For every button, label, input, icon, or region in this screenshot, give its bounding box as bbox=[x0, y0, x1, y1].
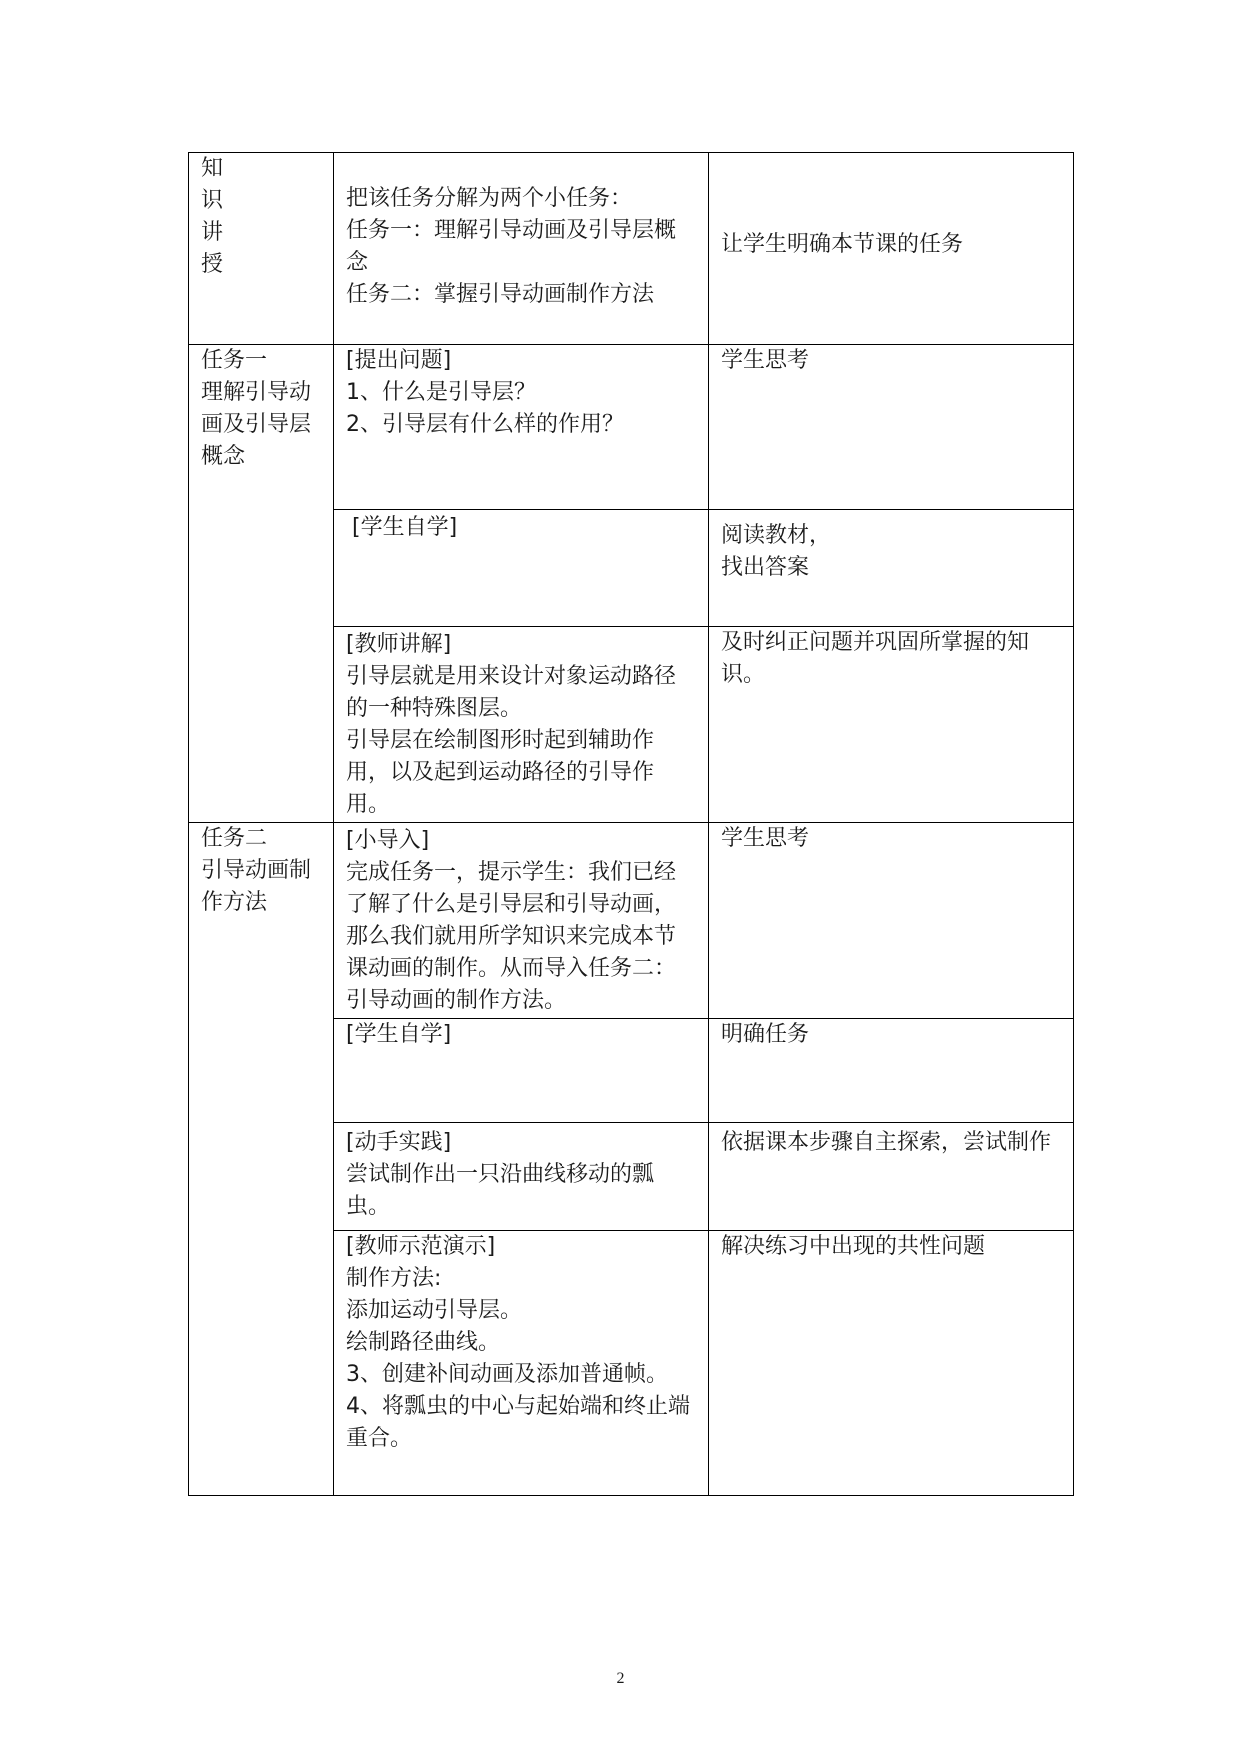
content-line: 添加运动引导层。 bbox=[346, 1298, 523, 1323]
content-line: [学生自学] bbox=[352, 515, 458, 540]
note-line: 阅读教材， bbox=[721, 523, 832, 548]
content-cell bbox=[334, 510, 709, 627]
label-line: 授 bbox=[201, 252, 224, 277]
content-line: 任务一：理解引导动画及引导层概念 bbox=[346, 218, 677, 275]
content-cell bbox=[334, 1019, 709, 1123]
note-line: 依据课本步骤自主探索，尝试制作 bbox=[721, 1130, 1052, 1155]
content-cell bbox=[334, 1123, 709, 1231]
table-row bbox=[189, 345, 1074, 510]
section-label bbox=[189, 345, 334, 823]
lesson-table bbox=[188, 152, 1074, 1496]
content-cell bbox=[334, 153, 709, 345]
label-line: 讲 bbox=[201, 220, 224, 245]
note-line: 学生思考 bbox=[721, 348, 810, 373]
content-line: 制作方法: bbox=[346, 1266, 442, 1291]
label-line: 任务二 bbox=[201, 826, 268, 851]
note-cell bbox=[709, 1231, 1074, 1496]
note-cell bbox=[709, 153, 1074, 345]
content-line: 引导层就是用来设计对象运动路径的一种特殊图层。 bbox=[346, 664, 677, 721]
page-number: 2 bbox=[616, 1670, 625, 1687]
content-cell bbox=[334, 823, 709, 1019]
table-row bbox=[189, 153, 1074, 345]
note-cell bbox=[709, 627, 1074, 823]
note-cell bbox=[709, 1123, 1074, 1231]
content-line: [教师示范演示] bbox=[346, 1234, 496, 1259]
content-line: [小导入] bbox=[346, 828, 430, 853]
note-cell bbox=[709, 823, 1074, 1019]
note-cell bbox=[709, 510, 1074, 627]
note-line: 让学生明确本节课的任务 bbox=[721, 232, 964, 257]
note-line: 学生思考 bbox=[721, 826, 810, 851]
content-line: 把该任务分解为两个小任务： bbox=[346, 186, 633, 211]
label-line: 引导动画制作方法 bbox=[201, 858, 312, 915]
content-line: [提出问题] bbox=[346, 348, 452, 373]
content-line: [动手实践] bbox=[346, 1130, 452, 1155]
label-line: 知 bbox=[201, 156, 224, 181]
table-row bbox=[189, 823, 1074, 1019]
note-line: 明确任务 bbox=[721, 1022, 810, 1047]
content-cell bbox=[334, 1231, 709, 1496]
content-line: 3、创建补间动画及添加普通帧。 bbox=[346, 1362, 668, 1387]
section-label bbox=[189, 823, 334, 1496]
note-line: 找出答案 bbox=[721, 555, 810, 580]
content-cell bbox=[334, 345, 709, 510]
note-cell bbox=[709, 345, 1074, 510]
content-line: 完成任务一，提示学生：我们已经了解了什么是引导层和引导动画，那么我们就用所学知识来完成本节课动画的制作。从而导入任务二：引导动画的制作方法。 bbox=[346, 860, 677, 1013]
content-line: 2、引导层有什么样的作用？ bbox=[346, 412, 624, 437]
content-line: 绘制路径曲线。 bbox=[346, 1330, 501, 1355]
note-line: 及时纠正问题并巩固所掌握的知识。 bbox=[721, 630, 1030, 687]
note-cell bbox=[709, 1019, 1074, 1123]
content-cell bbox=[334, 627, 709, 823]
note-line: 解决练习中出现的共性问题 bbox=[721, 1234, 986, 1259]
content-line: 任务二：掌握引导动画制作方法 bbox=[346, 282, 655, 307]
label-line: 任务一 bbox=[201, 348, 268, 373]
content-line: 1、什么是引导层？ bbox=[346, 380, 536, 405]
label-line: 识 bbox=[201, 188, 224, 213]
content-line: [教师讲解] bbox=[346, 632, 452, 657]
label-line: 理解引导动画及引导层概念 bbox=[201, 380, 312, 469]
content-line: 4、将瓢虫的中心与起始端和终止端重合。 bbox=[346, 1394, 690, 1451]
content-line: 尝试制作出一只沿曲线移动的瓢虫。 bbox=[346, 1162, 655, 1219]
content-line: 引导层在绘制图形时起到辅助作用，以及起到运动路径的引导作用。 bbox=[346, 728, 655, 817]
section-label bbox=[189, 153, 334, 345]
content-line: [学生自学] bbox=[346, 1022, 452, 1047]
